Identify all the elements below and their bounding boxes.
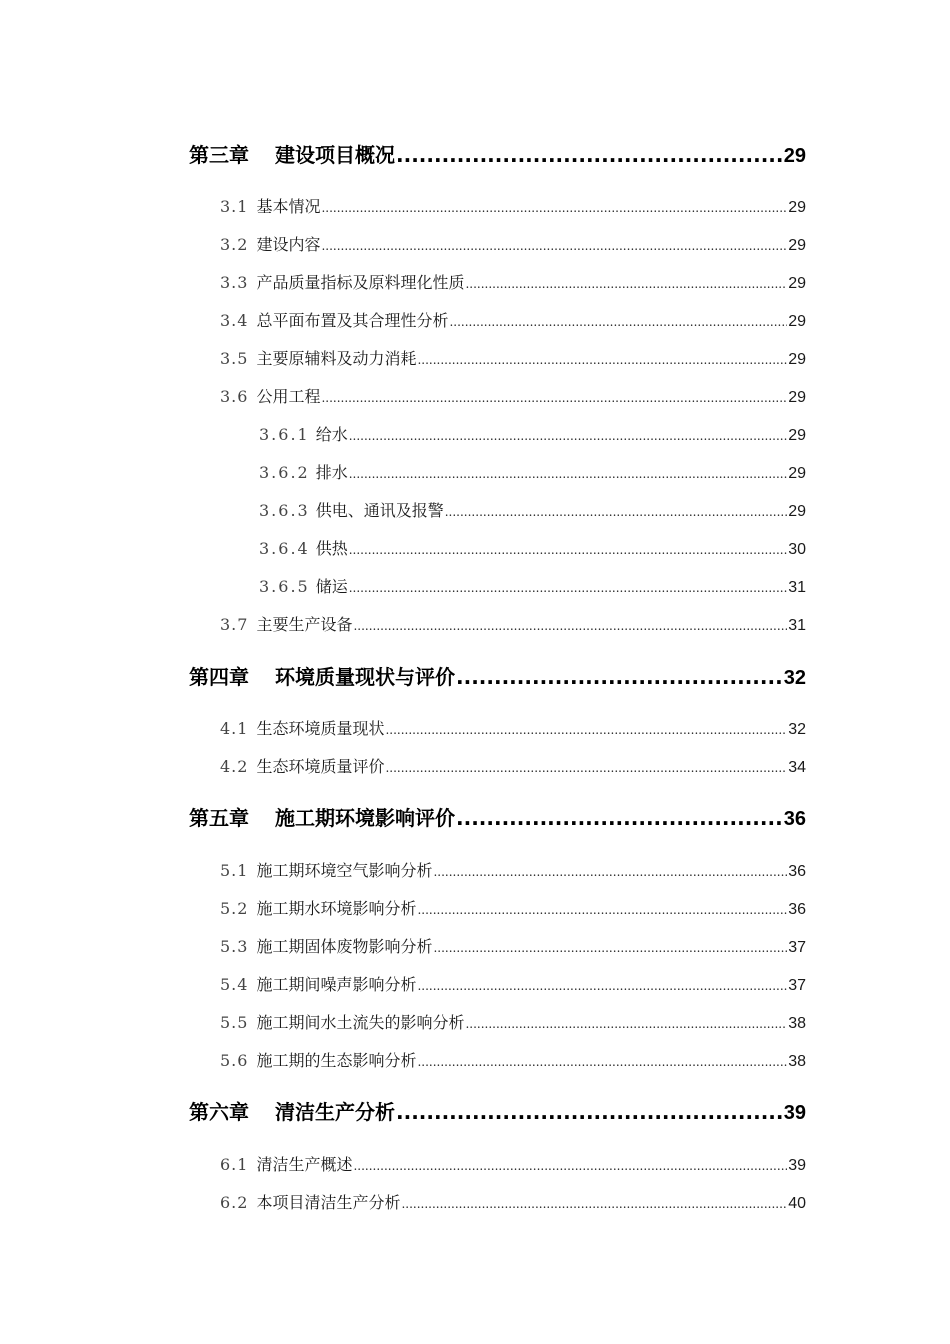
section-number: 5.1 bbox=[220, 861, 249, 880]
page-number: 39 bbox=[783, 1102, 806, 1124]
toc-chapter-4[interactable] bbox=[189, 661, 806, 689]
chapter-number: 第四章 bbox=[189, 665, 249, 689]
section-title: 总平面布置及其合理性分析 bbox=[256, 311, 449, 330]
subsection-label bbox=[259, 536, 348, 559]
page-number: 29 bbox=[788, 503, 806, 520]
page-number: 29 bbox=[788, 275, 806, 292]
subsection-title: 排水 bbox=[315, 463, 348, 482]
toc-section-5-2[interactable] bbox=[220, 896, 806, 918]
section-label bbox=[220, 308, 448, 331]
subsection-title: 给水 bbox=[315, 425, 348, 444]
dot-leader bbox=[385, 761, 787, 775]
page-number: 31 bbox=[788, 617, 806, 634]
chapter-label bbox=[189, 1096, 395, 1125]
section-number: 3.3 bbox=[220, 273, 249, 292]
dot-leader bbox=[349, 467, 787, 481]
subsection-number: 3.6.5 bbox=[259, 577, 310, 596]
section-label bbox=[220, 1152, 352, 1175]
section-title: 产品质量指标及原料理化性质 bbox=[256, 273, 465, 292]
toc-section-5-1[interactable] bbox=[220, 858, 806, 880]
section-number: 5.3 bbox=[220, 937, 249, 956]
dot-leader bbox=[417, 903, 787, 917]
section-number: 6.2 bbox=[220, 1193, 249, 1212]
toc-subsection-3-6-4[interactable] bbox=[259, 536, 806, 558]
toc-chapter-3[interactable] bbox=[189, 139, 806, 167]
dot-leader bbox=[353, 619, 787, 633]
section-label bbox=[220, 972, 416, 995]
dot-leader bbox=[433, 865, 787, 879]
chapter-number: 第三章 bbox=[189, 143, 249, 167]
toc-chapter-6[interactable] bbox=[189, 1096, 806, 1124]
toc-section-3-1[interactable] bbox=[220, 194, 806, 216]
section-label bbox=[220, 896, 416, 919]
page-number: 38 bbox=[788, 1053, 806, 1070]
subsection-number: 3.6.3 bbox=[259, 501, 310, 520]
toc-subsection-3-6-2[interactable] bbox=[259, 460, 806, 482]
section-title: 施工期固体废物影响分析 bbox=[256, 937, 433, 956]
toc-section-4-1[interactable] bbox=[220, 716, 806, 738]
section-label bbox=[220, 934, 432, 957]
dot-leader bbox=[349, 543, 787, 557]
page-number: 36 bbox=[788, 901, 806, 918]
section-label bbox=[220, 232, 320, 255]
section-label bbox=[220, 754, 384, 777]
dot-leader bbox=[349, 581, 787, 595]
section-label bbox=[220, 194, 320, 217]
subsection-number: 3.6.2 bbox=[259, 463, 310, 482]
toc-section-6-1[interactable] bbox=[220, 1152, 806, 1174]
page-number: 37 bbox=[788, 977, 806, 994]
section-number: 6.1 bbox=[220, 1155, 249, 1174]
section-number: 4.2 bbox=[220, 757, 249, 776]
subsection-label bbox=[259, 574, 348, 597]
toc-subsection-3-6-3[interactable] bbox=[259, 498, 806, 520]
chapter-label bbox=[189, 139, 395, 168]
section-number: 5.4 bbox=[220, 975, 249, 994]
toc-section-3-5[interactable] bbox=[220, 346, 806, 368]
section-title: 生态环境质量评价 bbox=[256, 757, 385, 776]
page-number: 40 bbox=[788, 1195, 806, 1212]
section-title: 施工期环境空气影响分析 bbox=[256, 861, 433, 880]
page-number: 34 bbox=[788, 759, 806, 776]
subsection-title: 供电、通讯及报警 bbox=[315, 501, 444, 520]
page-number: 36 bbox=[783, 808, 806, 830]
page-number: 29 bbox=[788, 313, 806, 330]
subsection-number: 3.6.4 bbox=[259, 539, 310, 558]
section-number: 5.6 bbox=[220, 1051, 249, 1070]
section-label bbox=[220, 858, 432, 881]
toc-section-5-6[interactable] bbox=[220, 1048, 806, 1070]
section-title: 生态环境质量现状 bbox=[256, 719, 385, 738]
dot-leader bbox=[401, 1197, 787, 1211]
chapter-title: 清洁生产分析 bbox=[275, 1100, 395, 1124]
dot-leader bbox=[321, 239, 787, 253]
section-label bbox=[220, 1190, 400, 1213]
dot-leader bbox=[396, 143, 783, 167]
section-title: 公用工程 bbox=[256, 387, 321, 406]
section-title: 施工期的生态影响分析 bbox=[256, 1051, 417, 1070]
page-number: 29 bbox=[783, 145, 806, 167]
subsection-label bbox=[259, 460, 348, 483]
section-label bbox=[220, 270, 464, 293]
section-label bbox=[220, 612, 352, 635]
page-number: 37 bbox=[788, 939, 806, 956]
section-label bbox=[220, 716, 384, 739]
toc-section-4-2[interactable] bbox=[220, 754, 806, 776]
page-number: 29 bbox=[788, 199, 806, 216]
dot-leader bbox=[456, 806, 783, 830]
section-number: 3.6 bbox=[220, 387, 249, 406]
page-number: 39 bbox=[788, 1157, 806, 1174]
section-title: 施工期水环境影响分析 bbox=[256, 899, 417, 918]
section-title: 施工期间水土流失的影响分析 bbox=[256, 1013, 465, 1032]
section-title: 主要原辅料及动力消耗 bbox=[256, 349, 417, 368]
chapter-title: 建设项目概况 bbox=[275, 143, 395, 167]
page-number: 32 bbox=[783, 667, 806, 689]
toc-section-5-5[interactable] bbox=[220, 1010, 806, 1032]
section-label bbox=[220, 1010, 464, 1033]
section-title: 基本情况 bbox=[256, 197, 321, 216]
subsection-number: 3.6.1 bbox=[259, 425, 310, 444]
page-number: 30 bbox=[788, 541, 806, 558]
toc-section-3-2[interactable] bbox=[220, 232, 806, 254]
toc-section-5-4[interactable] bbox=[220, 972, 806, 994]
dot-leader bbox=[465, 1017, 787, 1031]
page-number: 29 bbox=[788, 351, 806, 368]
section-title: 清洁生产概述 bbox=[256, 1155, 353, 1174]
section-title: 主要生产设备 bbox=[256, 615, 353, 634]
subsection-title: 供热 bbox=[315, 539, 348, 558]
dot-leader bbox=[321, 391, 787, 405]
chapter-title: 施工期环境影响评价 bbox=[275, 806, 455, 830]
section-number: 5.2 bbox=[220, 899, 249, 918]
dot-leader bbox=[321, 201, 787, 215]
dot-leader bbox=[353, 1159, 787, 1173]
section-number: 3.4 bbox=[220, 311, 249, 330]
chapter-number: 第六章 bbox=[189, 1100, 249, 1124]
page-number: 31 bbox=[788, 579, 806, 596]
dot-leader bbox=[456, 665, 783, 689]
chapter-label bbox=[189, 802, 455, 831]
section-label bbox=[220, 346, 416, 369]
dot-leader bbox=[465, 277, 787, 291]
dot-leader bbox=[417, 1055, 787, 1069]
dot-leader bbox=[349, 429, 787, 443]
subsection-title: 储运 bbox=[315, 577, 348, 596]
toc-section-3-3[interactable] bbox=[220, 270, 806, 292]
page-number: 38 bbox=[788, 1015, 806, 1032]
page-number: 29 bbox=[788, 465, 806, 482]
section-number: 3.2 bbox=[220, 235, 249, 254]
chapter-number: 第五章 bbox=[189, 806, 249, 830]
toc-section-3-6[interactable] bbox=[220, 384, 806, 406]
section-label bbox=[220, 384, 320, 407]
toc-section-3-4[interactable] bbox=[220, 308, 806, 330]
section-title: 本项目清洁生产分析 bbox=[256, 1193, 401, 1212]
dot-leader bbox=[433, 941, 787, 955]
subsection-label bbox=[259, 498, 444, 521]
section-number: 3.1 bbox=[220, 197, 249, 216]
subsection-label bbox=[259, 422, 348, 445]
dot-leader bbox=[385, 723, 787, 737]
dot-leader bbox=[449, 315, 787, 329]
section-label bbox=[220, 1048, 416, 1071]
toc-chapter-5[interactable] bbox=[189, 802, 806, 830]
toc-section-3-7[interactable] bbox=[220, 612, 806, 634]
dot-leader bbox=[417, 353, 787, 367]
page-number: 36 bbox=[788, 863, 806, 880]
page-number: 29 bbox=[788, 427, 806, 444]
section-title: 施工期间噪声影响分析 bbox=[256, 975, 417, 994]
toc-section-6-2[interactable] bbox=[220, 1190, 806, 1212]
toc-section-5-3[interactable] bbox=[220, 934, 806, 956]
chapter-title: 环境质量现状与评价 bbox=[275, 665, 455, 689]
dot-leader bbox=[396, 1100, 783, 1124]
chapter-label bbox=[189, 661, 455, 690]
section-number: 4.1 bbox=[220, 719, 249, 738]
toc-subsection-3-6-1[interactable] bbox=[259, 422, 806, 444]
page-number: 29 bbox=[788, 237, 806, 254]
toc-subsection-3-6-5[interactable] bbox=[259, 574, 806, 596]
section-number: 5.5 bbox=[220, 1013, 249, 1032]
page-number: 29 bbox=[788, 389, 806, 406]
dot-leader bbox=[417, 979, 787, 993]
page-number: 32 bbox=[788, 721, 806, 738]
section-title: 建设内容 bbox=[256, 235, 321, 254]
section-number: 3.5 bbox=[220, 349, 249, 368]
section-number: 3.7 bbox=[220, 615, 249, 634]
dot-leader bbox=[445, 505, 787, 519]
